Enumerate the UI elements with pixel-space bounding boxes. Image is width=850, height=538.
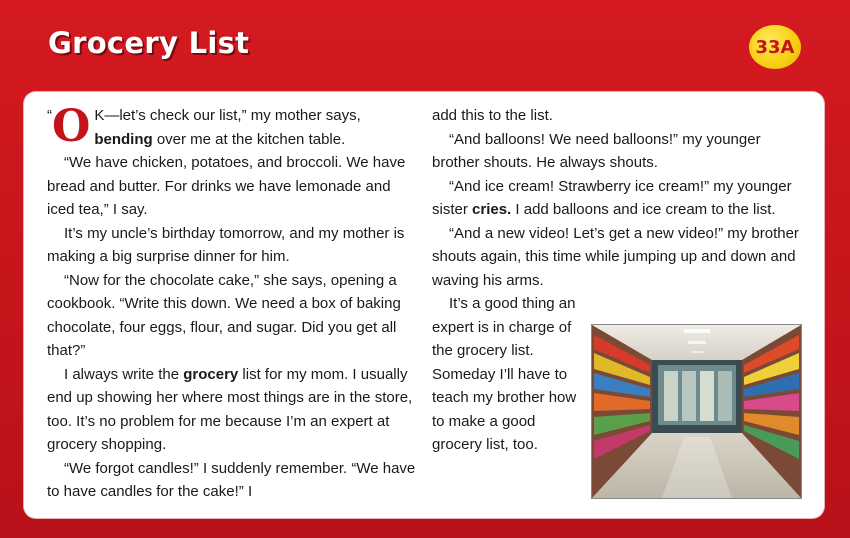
paragraph-text: over me at the kitchen table. [152,130,346,148]
vocab-word-cries: cries. [472,201,512,218]
grocery-aisle-photo [591,324,802,499]
paragraph-6: “We forgot candles!” I suddenly remember. “We have to have candles for the cake!” I [47,459,416,500]
story-card [24,92,824,518]
drop-cap: O [52,101,91,152]
paragraph-9 [432,175,812,222]
paragraph-text: K—let’s check our list,” my mother says, [94,107,361,124]
vocab-word-bending: bending [94,130,153,148]
open-quote: “ [47,107,52,124]
paragraph-text: I add balloons and ice cream to the list. [511,201,776,218]
story-column-left [47,101,422,504]
paragraph-11: It’s a good thing an expert is in charge of the grocery list. Someday I’ll have to teach my brother how to make a good grocery list, too. [432,295,577,453]
paragraph-2: “We have chicken, potatoes, and broccoli. We have bread and butter. For drinks we have lemonade and iced tea,” I say. [47,154,406,218]
paragraph-3: It’s my uncle’s birthday tomorrow, and my mother is making a big surprise dinner for him. [47,224,405,265]
paragraph-text: “And ice cream! Strawberry ice cream!” my younger sister [432,177,792,218]
paragraph-text: list for my mom. I usually end up showing her where most things are in the store, too. It’s no problem for me because I’m an expert at grocery shopping. [47,365,413,453]
paragraph-5 [47,363,422,457]
page-badge: 33A [749,25,801,69]
paragraph-1 [47,101,422,152]
paragraph-text: I always write the [64,365,184,383]
paragraph-7: add this to the list. [432,107,553,124]
paragraph-8: “And balloons! We need balloons!” my younger brother shouts. He always shouts. [432,130,761,171]
vocab-word-grocery: grocery [183,365,239,383]
paragraph-4: “Now for the chocolate cake,” she says, opening a cookbook. “Write this down. We need a box of baking chocolate, four eggs, flour, and sugar. Did you get all that?” [47,271,401,359]
paragraph-10: “And a new video! Let’s get a new video!” my brother shouts again, this time while jumping up and down and waving his arms. [432,224,799,289]
page-title: Grocery List [48,26,250,60]
